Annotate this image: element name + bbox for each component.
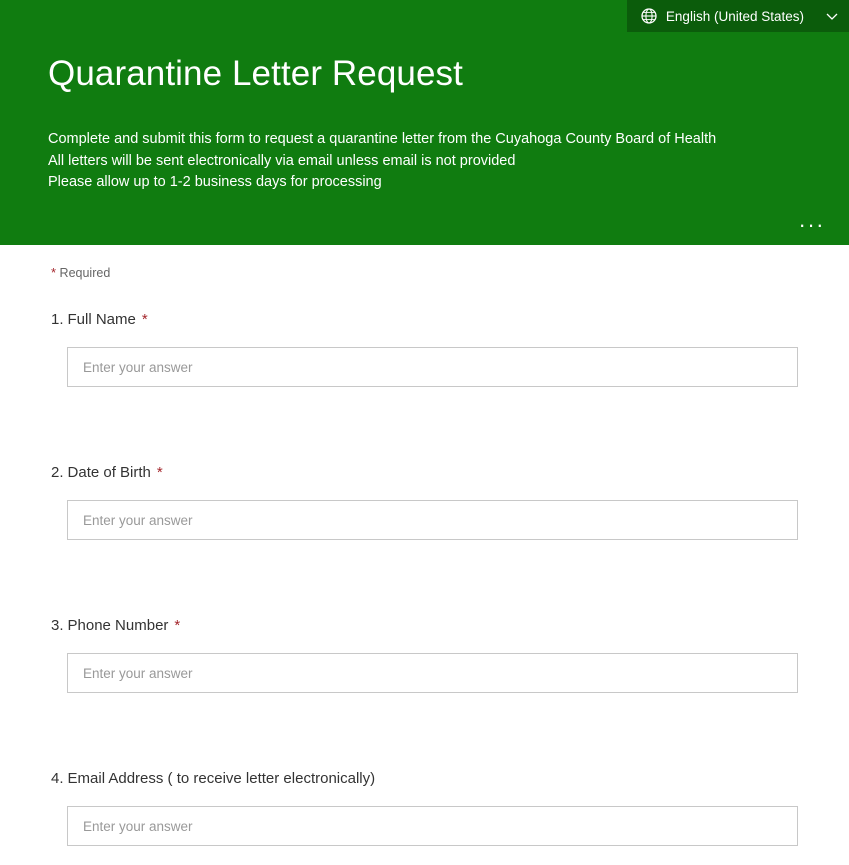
question-3-input[interactable] — [81, 665, 784, 682]
question-1-required-marker: * — [141, 311, 148, 328]
required-asterisk: * — [51, 265, 57, 280]
question-4-answer-box[interactable] — [67, 806, 798, 846]
form-description-line-2: All letters will be sent electronically via email unless email is not provided — [48, 152, 516, 169]
question-2-number: 2. — [51, 464, 64, 481]
language-selector[interactable] — [627, 0, 849, 32]
question-1-title — [51, 310, 811, 330]
question-1-answer-box[interactable] — [67, 347, 798, 387]
page-title: Quarantine Letter Request — [48, 54, 463, 93]
question-2 — [51, 463, 811, 540]
form-description-line-3: Please allow up to 1-2 business days for processing — [48, 174, 382, 190]
form-description-line-1: Complete and submit this form to request a quarantine letter from the Cuyahoga County Board of Health — [48, 131, 717, 147]
question-3-required-marker: * — [174, 617, 181, 634]
question-4-label: Email Address ( to receive letter electronically) — [67, 770, 376, 787]
question-3 — [51, 616, 811, 693]
more-options-icon[interactable]: ··· — [798, 212, 825, 237]
question-3-title — [51, 616, 811, 636]
question-4-input[interactable] — [81, 818, 784, 835]
question-3-answer-box[interactable] — [67, 653, 798, 693]
question-2-input[interactable] — [81, 512, 784, 529]
question-1 — [51, 310, 811, 387]
form-description — [48, 129, 716, 194]
question-1-label: Full Name — [67, 311, 136, 328]
question-2-title — [51, 463, 811, 483]
required-note — [51, 265, 110, 280]
required-note-label: Required — [59, 266, 111, 280]
question-2-answer-box[interactable] — [67, 500, 798, 540]
question-4-title — [51, 769, 811, 789]
language-selector-label: English (United States) — [665, 8, 804, 24]
globe-icon — [641, 8, 657, 24]
chevron-down-icon — [825, 9, 839, 23]
question-4 — [51, 769, 811, 846]
question-1-input[interactable] — [81, 359, 784, 376]
question-2-required-marker: * — [156, 464, 163, 481]
question-2-label: Date of Birth — [67, 464, 151, 481]
question-3-number: 3. — [51, 617, 64, 634]
form-header-banner — [0, 0, 849, 245]
question-3-label: Phone Number — [67, 617, 169, 634]
question-4-number: 4. — [51, 770, 64, 787]
question-1-number: 1. — [51, 311, 64, 328]
